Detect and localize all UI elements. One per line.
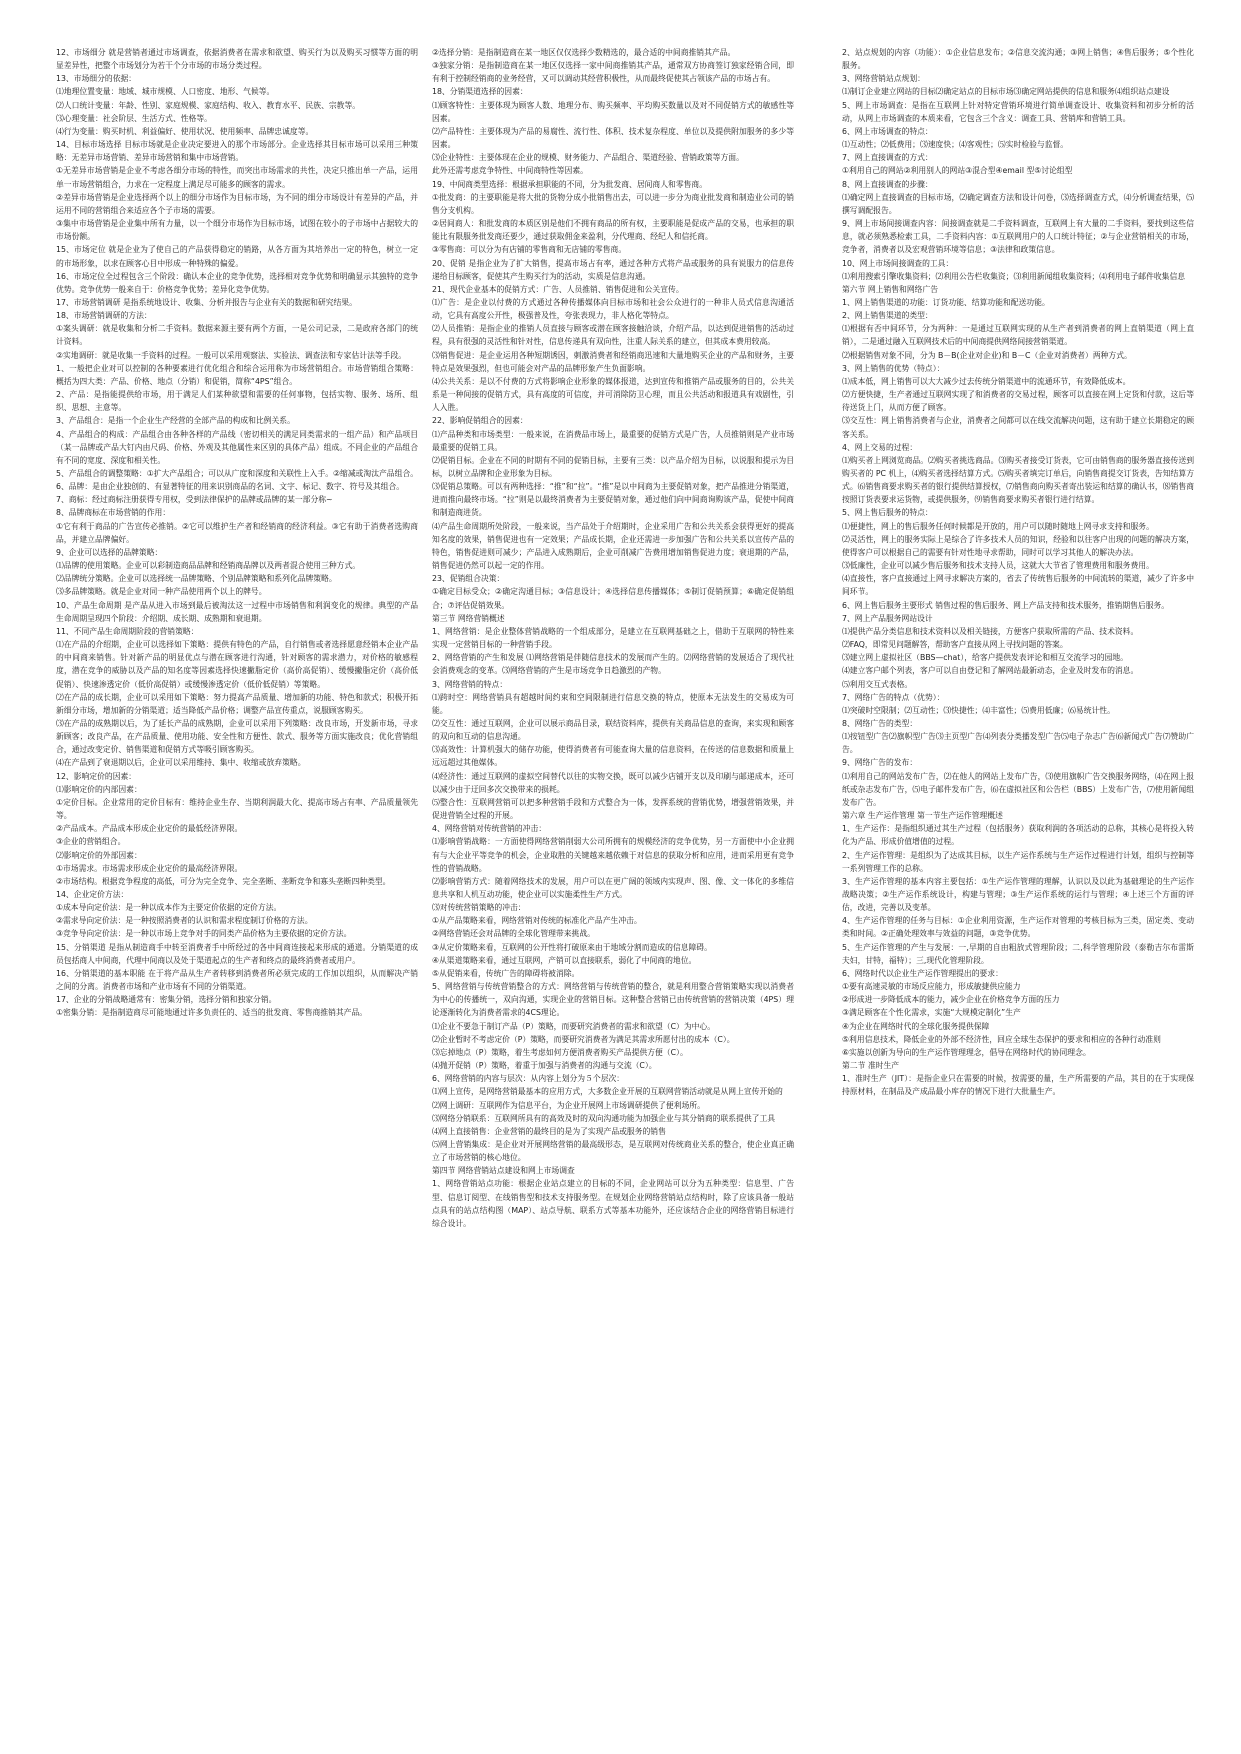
paragraph: 17、企业的分销战略通常有：密集分销，选择分销和独家分销。 bbox=[56, 995, 277, 1005]
paragraph: 12、市场细分 就是营销者通过市场调查，依据消费者在需求和欲望、购买行为以及购买习惯等方面的明显差异性，把整个市场划分为若干个分市场的市场分类过程。 bbox=[56, 48, 418, 71]
paragraph: ①案头调研：就是收集和分析二手资料。数据来源主要有两个方面，一是公司记录，二是政府各部门的统计资料。 bbox=[56, 324, 418, 347]
paragraph: ⑶网络分销联系：互联网所具有的高效及时的双向沟通功能为加强企业与其分销商的联系提供了工具 bbox=[432, 1113, 776, 1123]
paragraph: 5、网上市场调查：是指在互联网上针对特定营销环境进行简单调查设计、收集资料和初步分析的活动，从网上市场调查的本质来看，它包含三个含义：调查工具、营销库和营销工具。 bbox=[842, 100, 1194, 123]
paragraph: ①密集分销：是指制造商尽可能地通过许多负责任的、适当的批发商、零售商推销其产品。 bbox=[56, 1008, 368, 1018]
paragraph: ⑵FAQ，即常见问题解答，帮助客户直接从网上寻找问题的答案。 bbox=[842, 640, 1068, 650]
paragraph: 11、不同产品生命周期阶段的营销策略： bbox=[56, 626, 199, 636]
paragraph: 2、网络营销的产生和发展 ⑴网络营销是伴随信息技术的发展而产生的。⑵网络营销的发展适合了现代社会消费观念的变革。⑶网络营销的产生是市场竞争日趋激烈的产物。 bbox=[432, 653, 794, 676]
paragraph: 1、网络营销：是企业整体营销战略的一个组成部分，是建立在互联网基础之上，借助于互联网的特性来实现一定营销目标的一种营销手段。 bbox=[432, 626, 794, 650]
paragraph: ⑷直接性，客户直接通过上网寻求解决方案的，省去了传统售后服务的中间流转的渠道，减少了许多中间环节。 bbox=[842, 574, 1194, 597]
paragraph: 5、网络营销与传统营销整合的方式：网络营销与传统营销的整合，就是利用整合营销策略实现以消费者为中心的传播统一，双向沟通，实现企业的营销目标。这种整合营销已由传统营销的营销决策（4PS）理论逐渐转化为消费者需求的4CS理论。 bbox=[432, 982, 794, 1018]
paragraph: 22、影响促销组合的因素： bbox=[432, 416, 528, 426]
paragraph: ⑤从促销来看，传统广告的障碍将被消除。 bbox=[432, 968, 580, 978]
paragraph: 2、网上销售渠道的类型： bbox=[842, 311, 933, 321]
paragraph: ⑴顾客特性：主要体现为顾客人数、地理分布、购买频率、平均购买数量以及对不同促销方式的敏感性等因素。 bbox=[432, 100, 794, 123]
paragraph: ③企业的营销组合。 bbox=[56, 837, 126, 847]
paragraph: ⑴地理位置变量：地域、城市规模、人口密度、地形、气候等。 bbox=[56, 87, 275, 97]
paragraph: ⑤利用信息技术，降低企业的外部不经济性，回应全球生态保护的要求和相应的各种行动准则 bbox=[842, 1034, 1161, 1044]
paragraph: ⑷经济性：通过互联网的虚拟空间替代以往的实物交换，既可以减少店铺开支以及印刷与邮递成本，还可以减少由于迂回多次交换带来的损耗。 bbox=[432, 771, 794, 794]
paragraph: 1、准时生产（JIT）：是指企业只在需要的时候，按需要的量，生产所需要的产品，其目的在于实现保持原材料，在制品及产成品最小库存的情况下进行大批量生产。 bbox=[842, 1074, 1194, 1097]
paragraph: ⑴成本低，网上销售可以大大减少过去传统分销渠道中的流通环节，有效降低成本。 bbox=[842, 376, 1131, 386]
paragraph: 16、市场定位全过程包含三个阶段：确认本企业的竞争优势，选择相对竞争优势和明确显示其独特的竞争优势。竞争优势一般来自于：价格竞争优势；差异化竞争优势。 bbox=[56, 271, 418, 294]
text-column-left bbox=[56, 46, 418, 1020]
paragraph: ②网络营销还会对品牌的全球化管理带来挑战。 bbox=[432, 929, 595, 939]
paragraph: ⑵方便快捷，生产者通过互联网实现了和消费者的交易过程，顾客可以直接在网上定货和付款，这后等待送货上门，从而方便了顾客。 bbox=[842, 390, 1194, 413]
paragraph: ⑶低廉性，企业可以减少售后服务和技术支持人员，这就大大节省了管理费用和服务费用。 bbox=[842, 561, 1154, 571]
paragraph: ⑴影响定价的内部因素： bbox=[56, 784, 142, 794]
paragraph: 9、企业可以选择的品牌策略： bbox=[56, 547, 163, 557]
paragraph: ⑴提供产品分类信息和技术资料以及相关链接，方便客户获取所需的产品、技术资料。 bbox=[842, 626, 1139, 636]
paragraph: 6、网上售后服务主要形式 销售过程的售后服务、网上产品支持和技术服务，推销期售后服务。 bbox=[842, 600, 1170, 610]
paragraph: ⑶交互性：网上销售消费者与企业，消费者之间都可以在线交流解决问题，这有助于建立长期稳定的顾客关系。 bbox=[842, 416, 1194, 439]
paragraph: 7、网上产品服务网站设计 bbox=[842, 613, 933, 623]
paragraph: ⑴便捷性，网上的售后服务任何时候都是开放的，用户可以随时随地上网寻求支持和服务。 bbox=[842, 521, 1154, 531]
paragraph: 10、网上市场间接调查的工具： bbox=[842, 258, 954, 268]
paragraph: ④从渠道策略来看，通过互联网，产销可以直接联系，弱化了中间商的地位。 bbox=[432, 955, 697, 965]
paragraph: ①成本导向定价法：是一种以成本作为主要定价依据的定价方法。 bbox=[56, 903, 282, 913]
paragraph: ⑶多品牌策略。就是企业对同一种产品使用两个以上的牌号。 bbox=[56, 587, 267, 597]
paragraph: ⑷建立客户邮个列表，客户可以自由登记和了解网站最新动态，企业及时发布的消息。 bbox=[842, 666, 1139, 676]
paragraph: ①批发商：的主要职能是将大批的货物分成小批销售出去，可以进一步分为商业批发商和制造业公司的销售分支机构。 bbox=[432, 192, 794, 215]
paragraph: ③集中市场营销是企业集中所有力量，以一个细分市场作为目标市场，试图在较小的子市场中占据较大的市场份额。 bbox=[56, 219, 418, 242]
paragraph: ⑷网上直接销售：企业营销的最终目的是为了实现产品或服务的销售 bbox=[432, 1126, 666, 1136]
paragraph: ⑶企业特性：主要体现在企业的规模、财务能力、产品组合、渠道经验、营销政策等方面。 bbox=[432, 153, 744, 163]
paragraph: ③满足顾客在个性化需求，实施“大规模定制化”生产 bbox=[842, 1008, 1021, 1018]
paragraph: 14、目标市场选择 目标市场就是企业决定要进入的那个市场部分。企业选择其目标市场可以采用三种策略：无差异市场营销、差异市场营销和集中市场营销。 bbox=[56, 140, 418, 163]
paragraph: 5、产品组合的调整策略：①扩大产品组合；可以从广度和深度和关联性上入手。②缩减或淘汰产品组合。 bbox=[56, 469, 418, 478]
paragraph: 第三节 网络营销概述 bbox=[432, 613, 505, 623]
paragraph: 3、网络营销站点规划： bbox=[842, 74, 925, 84]
paragraph: 23、促销组合决策： bbox=[432, 574, 505, 584]
paragraph: ⑵品牌统分策略。企业可以选择统一品牌策略、个别品牌策略和系列化品牌策略。 bbox=[56, 574, 337, 584]
paragraph: 2、生产运作管理：是组织为了达成其目标，以生产运作系统与生产运作过程进行计划，组织与控制等一系列管理工作的总称。 bbox=[842, 850, 1194, 873]
paragraph: ④为企业在网络时代的全球化服务提供保障 bbox=[842, 1021, 990, 1031]
paragraph: ⑷产品生命周期所处阶段，一般来说，当产品处于介绍期时，企业采用广告和公共关系会获得更好的提高知名度的效果，销售促进也有一定效果；产品成长期，企业还需进一步加强广告和公共关系以宣传产品的特色，销售促进则可减少；产品进入成熟期后，企业可削减广告费用增加销售促进力度；衰退期的产品，销售促进仍然可以起一定的作用。 bbox=[432, 521, 794, 571]
paragraph: ⑴企业不要急于制订产品（P）策略，而要研究消费者的需求和欲望（C）为中心。 bbox=[432, 1021, 716, 1031]
paragraph: ⑥实施以创新为导向的生产运作管理理念，倡导在网络时代的协同理念。 bbox=[842, 1047, 1091, 1057]
paragraph: ①定价目标。企业常用的定价目标有：维持企业生存、当期利润最大化、提高市场占有率、产品质量领先等。 bbox=[56, 797, 418, 821]
paragraph: ⑴利用搜索引擎收集资料；⑵利用公告栏收集资；⑶利用新闻组收集资料；⑷利用电子邮件收集信息 bbox=[842, 271, 1186, 281]
paragraph: 9、网络广告的发布： bbox=[842, 758, 918, 768]
paragraph: 第六节 网上销售和网络广告 bbox=[842, 284, 939, 294]
paragraph: ⑷抛开促销（P）策略，着重于加强与消费者的沟通与交流（C）。 bbox=[432, 1061, 657, 1071]
paragraph: 7、商标：经过商标注册获得专用权，受到法律保护的品牌或品牌的某一部分称~ bbox=[56, 495, 333, 505]
paragraph: ②产品成本。产品成本形成企业定价的最低经济界限。 bbox=[56, 824, 243, 834]
paragraph: ⑵人员推销：是指企业的推销人员直接与顾客或潜在顾客接触洽谈，介绍产品，以达到促进销售的活动过程，具有很强的灵活性和针对性，信息传递具有双向性，注重人际关系的建立，但其成本费用较高。 bbox=[432, 324, 794, 347]
paragraph: ⑸网上营销集成：是企业对开展网络营销的最高级形态，是互联网对传统商业关系的整合，使企业真正确立了市场营销的核心地位。 bbox=[432, 1139, 794, 1163]
paragraph: 1、生产运作：是指组织通过其生产过程（包括服务）获取利润的各项活动的总称，其核心是将投入转化为产品、形成价值增值的过程。 bbox=[842, 824, 1194, 847]
paragraph: ⑷公共关系：是以不付费的方式将影响企业形象的媒体报道，达到宣传和推销产品或服务的目的，公共关系是一种间接的促销方式，具有高度的可信度，并可消除防卫心理，而且公共活动和报道具有戏剧性，引人入胜。 bbox=[432, 376, 794, 413]
paragraph: ③独家分销：是指制造商在某一地区仅选择一家中间商推销其产品，通常双方协商签订独家经销合同，即有利于控制经销商的业务经营，又可以调动其经营积极性，从而最终促使其占领该产品的市场占有。 bbox=[432, 61, 794, 84]
paragraph: 8、网络广告的类型： bbox=[842, 718, 918, 728]
paragraph: 4、网上交易的过程： bbox=[842, 442, 918, 452]
paragraph: ⑵网上调研：互联网作为信息平台，为企业开展网上市场调研提供了便利场所。 bbox=[432, 1100, 705, 1110]
paragraph: ⑴确定网上直接调查的目标市场，⑵确定调查方法和设计问卷，⑶选择调查方式，⑷分析调查结果，⑸撰写调配报告。 bbox=[842, 192, 1194, 215]
paragraph: 18、市场营销调研的方法： bbox=[56, 311, 152, 321]
paragraph: ⑵灵活性，网上的服务实际上是综合了许多技术人员的知识，经验和以往客户出现的问题的解决方案，使得客户可以根据自己的需要有针对性地寻求帮助，同时可以学习其他人的解决办法。 bbox=[842, 534, 1194, 557]
paragraph: 3、产品组合：是指一个企业生产经营的全部产品的构成和比例关系。 bbox=[56, 416, 295, 426]
paragraph: ⑴在产品的介绍期，企业可以选择如下策略：提供有特色的产品，自行销售或者选择愿意经销本企业产品的中间商来销售。针对新产品的明显优点与潜在顾客进行沟通，针对顾客的需求潜力，对价格的敏感程度，潜在竞争的威胁以及产品的知名度等因素选择快速撇脂定价（高价高促销）、缓慢撇脂定价（高价低促销）、快速渗透定价（低价高促销）或缓慢渗透定价（低价低促销）等策略。 bbox=[56, 640, 418, 689]
paragraph: 8、品牌商标在市场营销的作用： bbox=[56, 508, 171, 518]
paragraph: 8、网上直接调查的步骤： bbox=[842, 179, 933, 189]
paragraph: ⑶心理变量：社会阶层、生活方式、性格等。 bbox=[56, 113, 212, 123]
paragraph: ⑴跨时空：网络营销具有超越时间约束和空间限制进行信息交换的特点，使原本无法发生的交易成为可能。 bbox=[432, 692, 794, 715]
paragraph: 5、网上售后服务的特点： bbox=[842, 508, 933, 518]
paragraph: 17、市场营销调研 是指系统地设计、收集、分析并报告与企业有关的数据和研究结果。 bbox=[56, 297, 357, 307]
paragraph: 第二节 准时生产 bbox=[842, 1061, 900, 1071]
paragraph: ⑶促销总策略。可以有两种选择：“推”和“拉”。“推”是以中间商为主要促销对象，把产品推进分销渠道，进而推向最终市场。“拉”则是以最终消费者为主要促销对象，通过他们向中间商询购该产品，促使中间商和制造商进货。 bbox=[432, 482, 794, 518]
paragraph: 5、生产运作管理的产生与发展：一,早期的自由粗放式管理阶段；二,科学管理阶段（泰勒吉尔布雷斯夫妇，甘特，福特）；三,现代化管理阶段。 bbox=[842, 942, 1194, 965]
paragraph: ②实地调研：就是收集一手资料的过程。一般可以采用观察法、实验法、调查法和专家估计法等手段。 bbox=[56, 350, 407, 360]
paragraph: ②需求导向定价法：是一种按照消费者的认识和需求程度制订价格的方法。 bbox=[56, 916, 313, 926]
paragraph: ⑴互动性；⑵低费用；⑶速度快；⑷客观性；⑸实时检验与监督。 bbox=[842, 140, 1069, 150]
paragraph: 4、生产运作管理的任务与目标：①企业利用资源，生产运作对管理的考核目标为三类，固定类、变动类和时间。②正确处理效率与效益的问题，③竞争优势。 bbox=[842, 916, 1194, 939]
paragraph: 6、网上市场调查的特点： bbox=[842, 126, 933, 136]
paragraph: 18、分销渠道选择的因素： bbox=[432, 87, 528, 97]
paragraph: ⑴网上宣传，是网络营销最基本的应用方式，大多数企业开展的互联网营销活动就是从网上宣传开始的 bbox=[432, 1087, 783, 1097]
paragraph: ⑵在产品的成长期，企业可以采用如下策略：努力提高产品质量、增加新的功能、特色和款式；积极开拓新细分市场，增加新的分销渠道；适当降低产品价格；调整产品宣传重点，说服顾客购买。 bbox=[56, 692, 418, 715]
paragraph: ⑴购买者上网浏览商品。⑵购买者挑选商品。⑶购买者接受订货表，它可由销售商的服务器直接传送到购买者的 PC 机上，⑷购买者选择结算方式。⑸购买者填完订单后，向销售商提交订货表，告知结算方式。⑹销售商要求购买者的银行提供结算授权，⑺销售商向购买者寄出装运和结算的确认书，⑻销售商按照订货表要求运货物，或提供服务，⑼销售商要求购买者银行进行结算。 bbox=[842, 455, 1194, 505]
paragraph: 6、网络营销的内容与层次：从内容上划分为５个层次： bbox=[432, 1074, 625, 1084]
paragraph: ⑴利用自己的网站发布广告，⑵在他人的网站上发布广告，⑶使用旗帜广告交换服务网络，⑷在网上报纸或杂志发布广告，⑸电子邮件发布广告，⑹在虚拟社区和公告栏（BBS）上发布广告，⑺使用新闻组发布广告。 bbox=[842, 771, 1194, 807]
paragraph: 13、市场细分的依据： bbox=[56, 74, 137, 84]
paragraph: 10、产品生命周期 是产品从进入市场到最后被淘汰这一过程中市场销售和利润变化的规律。典型的产品生命周期呈现四个阶段：介绍期、成长期、成熟期和衰退期。 bbox=[56, 600, 418, 623]
paragraph: ⑴影响营销战略：一方面使得网络营销削弱大公司所拥有的规模经济的竞争优势，另一方面使中小企业拥有与大企业平等竞争的机会，企业取胜的关键越来越依赖于对信息的获取分析和应用，进而采用更有竞争性的营销战略。 bbox=[432, 837, 794, 873]
text-column-middle bbox=[432, 46, 794, 1230]
paragraph: 第四节 网络营销站点建设和网上市场调查 bbox=[432, 1166, 575, 1176]
paragraph: 6、品牌：是由企业独创的、有显著特征的用来识别商品的名词、文字、标记、数字、符号及其组合。 bbox=[56, 482, 405, 492]
paragraph: ⑷在产品到了衰退期以后，企业可以采用维持、集中、收缩或放弃策略。 bbox=[56, 758, 306, 768]
paragraph: 第六章 生产运作管理 第一节生产运作管理概述 bbox=[842, 811, 1003, 821]
paragraph: ⑴品牌的使用策略。企业可以彩制造商品品牌和经销商品牌以及两者混合使用三种方式。 bbox=[56, 561, 361, 571]
paragraph: 14、企业定价方法： bbox=[56, 890, 129, 899]
paragraph: ③竞争导向定价法：是一种以市场上竞争对手的同类产品价格为主要依据的定价方法。 bbox=[56, 929, 352, 939]
paragraph: 12、影响定价的因素： bbox=[56, 771, 137, 781]
paragraph: ⑵影响定价的外部因素： bbox=[56, 850, 142, 860]
paragraph: ⑷行为变量：购买时机、利益偏好、使用状况、使用频率、品牌忠诚度等。 bbox=[56, 126, 314, 136]
paragraph: 15、市场定位 就是企业为了使自己的产品获得稳定的销路，从各方面为其培养出一定的特色，树立一定的市场形象，以求在顾客心目中形成一种特殊的偏爱。 bbox=[56, 245, 418, 268]
paragraph: 7、网上直接调查的方式： bbox=[842, 153, 933, 163]
paragraph: ⑵产品特性：主要体现为产品的易腐性、流行性、体积、技术复杂程度、单位以及提供附加服务的多少等因素。 bbox=[432, 126, 794, 150]
paragraph: 2、产品：是指能提供给市场，用于满足人们某种欲望和需要的任何事物，包括实物、服务、场所、组织、思想、主意等。 bbox=[56, 390, 418, 413]
text-column-right bbox=[842, 46, 1194, 1099]
paragraph: 21、现代企业基本的促销方式：广告、人员推销、销售促进和公关宣传。 bbox=[432, 284, 684, 294]
paragraph: ①它有利于商品的广告宣传必推销。②它可以维护生产者和经销商的经济利益。③它有助于消费者选购商品，并建立品牌偏好。 bbox=[56, 521, 418, 544]
paragraph: ①利用自己的网站②利用别人的网站③混合型④email 型⑤讨论组型 bbox=[842, 166, 1073, 176]
paragraph: 19、中间商类型选择：根据承担职能的不同，分为批发商、居间商人和零售商。 bbox=[432, 179, 708, 189]
paragraph: ⑵企业暂时不考虑定价（P）策略，而要研究消费者为满足其需求所愿付出的成本（C）。 bbox=[432, 1034, 735, 1044]
paragraph: 3、网上销售的优势（特点）： bbox=[842, 363, 945, 373]
paragraph: ⑵人口统计变量：年龄、性别、家庭规模、家庭结构、收入、教育水平、民族、宗教等。 bbox=[56, 100, 361, 110]
paragraph: 1、一般把企业对可以控制的各种要素进行优化组合和综合运用称为市场营销组合。市场营销组合策略：概括为四大类：产品、价格、地点（分销）和促销，简称“4PS”组合。 bbox=[56, 363, 418, 386]
paragraph: 20、促销 是指企业为了扩大销售，提高市场占有率，通过各种方式将产品或服务的具有说服力的信息传递给目标顾客，促使其产生购买行为的活动，实质是信息沟通。 bbox=[432, 258, 794, 281]
paragraph: ①从产品策略来看，网络营销对传统的标准化产品产生冲击。 bbox=[432, 916, 642, 926]
paragraph: ③从定价策略来看，互联网的公开性将打破原来由于地域分割而造成的信息障碍。 bbox=[432, 942, 712, 952]
paragraph: ⑶销售促进：是企业运用各种短期诱因，刺激消费者和经销商迅速和大量地购买企业的产品和财务，主要特点是效果强烈，但也可能会对产品的品牌形象产生负面影响。 bbox=[432, 350, 794, 373]
paragraph: 3、网络营销的特点： bbox=[432, 679, 508, 689]
paragraph: ⑸整合性：互联网营销可以把多种营销手段和方式整合为一体，发挥系统的营销优势，增强营销效果，并促进营销全过程的开展。 bbox=[432, 797, 794, 821]
paragraph: ②形成进一步降低成本的能力，减少企业在价格竞争方面的压力 bbox=[842, 995, 1060, 1005]
paragraph: ⑵根据销售对象不同，分为 B－B(企业对企业)和 B－C（企业对消费者）两种方式。 bbox=[842, 350, 1132, 360]
paragraph: ⑴根据有否中间环节，分为两种：一是通过互联网实现的从生产者到消费者的网上直销渠道（网上直销），二是通过融入互联网技术后的中间商提供网络间接营销渠道。 bbox=[842, 324, 1194, 347]
paragraph: ②居间商人：和批发商的本质区别是他们不拥有商品的所有权，主要职能是促成产品的交易，也承担的职能比有限服务批发商还要少，通过获取佣金来盈利，分代理商、经纪人和信托商。 bbox=[432, 219, 794, 242]
paragraph: ⑵交互性：通过互联网，企业可以展示商品目录，联结资料库，提供有关商品信息的查询，来实现和顾客的双向和互动的信息沟通。 bbox=[432, 718, 794, 742]
paragraph: 16、分销渠道的基本职能 在于将产品从生产者转移到消费者所必须完成的工作加以组织，从而解决产销之间的分离。消费者市场和产业市场有不同的分销渠道。 bbox=[56, 968, 418, 992]
paragraph: ⑵影响营销方式：随着网络技术的发展，用户可以在更广阔的领域内实现声、图、像、文一体化的多维信息共享和人机互动功能，使企业可以实施柔性生产方式。 bbox=[432, 876, 794, 899]
paragraph: 2、站点规划的内容（功能）：①企业信息发布；②信息交流沟通；③网上销售；④售后服务；⑤个性化服务。 bbox=[842, 48, 1194, 71]
paragraph: 3、生产运作管理的基本内容主要包括：①生产运作管理的理解，认识以及以此为基础理论的生产运作战略决策；②生产运作系统设计，构建与管理；③生产运作系统的运行与管理；④上述三个方面的评估，改进，完善以及变革。 bbox=[842, 876, 1194, 913]
paragraph: ①要有高速灵敏的市场反应能力，形成敏捷供应能力 bbox=[842, 982, 1021, 992]
paragraph: ⑶高效性：计算机强大的储存功能，使得消费者有可能查询大量的信息资料，在传送的信息数据和质量上远远超过其他媒体。 bbox=[432, 745, 794, 768]
paragraph: ①市场需求。市场需求形成企业定价的最高经济界限。 bbox=[56, 863, 243, 873]
paragraph: ⑴产品种类和市场类型：一般来说，在消费品市场上，最重要的促销方式是广告，人员推销则是产业市场最重要的促销工具。 bbox=[432, 429, 794, 452]
paragraph: ⑴按钮型广告⑵旗帜型广告⑶主页型广告⑷列表分类播发型广告⑸电子杂志广告⑹新闻式广告⑺赞助广告。 bbox=[842, 732, 1194, 755]
paragraph: ⑶对传统营销策略的冲击： bbox=[432, 903, 526, 913]
paragraph: ③零售商：可以分为有店铺的零售商和无店铺的零售商。 bbox=[432, 245, 627, 255]
paragraph: ⑶在产品的成熟期以后，为了延长产品的成熟期，企业可以采用下列策略：改良市场，开发新市场，寻求新顾客；改良产品，在产品质量、使用功能、安全性和方便性、款式、服务等方面实施改良；优化营销组合，通过改变定价、销售渠道和促销方式等吸引顾客购买。 bbox=[56, 718, 418, 755]
paragraph: ②选择分销：是指制造商在某一地区仅仅选择少数精选的，最合适的中间商推销其产品。 bbox=[432, 48, 736, 57]
paragraph: 9、网上市场间接调查内容：间接调查就是二手资料调查，互联网上有大量的二手资料，要找到这些信息，就必须熟悉检索工具，二手资料内容：①互联网用户的人口统计特征；②与企业营销相关的市场，竞争者，消费者以及宏观营销环境等信息；③法律和政策信息。 bbox=[842, 219, 1194, 255]
paragraph: 6、网络时代以企业生产运作管理提出的要求： bbox=[842, 968, 1003, 978]
paragraph: ⑵促销目标。企业在不同的时期有不同的促销目标，主要有三类：以产品介绍为目标，以说服和提示为目标，以树立品牌和企业形象为目标。 bbox=[432, 455, 794, 478]
paragraph: 1、网上销售渠道的功能：订货功能、结算功能和配送功能。 bbox=[842, 297, 1050, 307]
paragraph: ⑴广告：是企业以付费的方式通过各种传播媒体向目标市场和社会公众进行的一种非人员式信息沟通活动，它具有高度公开性，极强普及性，夸张表现力，非人格化等特点。 bbox=[432, 297, 794, 321]
paragraph: ⑴制订企业建立网站的目标⑵确定站点的目标市场⑶确定网站提供的信息和服务⑷组织站点建设 bbox=[842, 87, 1170, 97]
paragraph: ①确定目标受众；②确定沟通目标；③信息设计；④选择信息传播媒体；⑤制订促销预算；⑥确定促销组合；⑦评估促销效果。 bbox=[432, 587, 794, 610]
paragraph: ⑶忘掉地点（P）策略，着生考虑如何方便消费者购买产品提供方便（C）。 bbox=[432, 1047, 688, 1057]
paragraph: 4、网络营销对传统营销的冲击： bbox=[432, 824, 547, 834]
paragraph: 15、分销渠道 是指从制造商手中转至消费者手中所经过的各中间商连接起来形成的通道。分销渠道的成员包括商人中间商，代理中间商以及处于渠道起点的生产者和终点的最终消费者或用户。 bbox=[56, 942, 418, 965]
paragraph: 4、产品组合的构成：产品组合由各种各样的产品线（密切相关的满足同类需求的一组产品）和产品项目（某一品牌或产品大钉内由尺码、价格、外观及其他属性来区别的具体产品）组成。不同企业的产品组合有不同的宽度、深度和相关性。 bbox=[56, 429, 418, 465]
paragraph: ⑸利用交互式表格。 bbox=[842, 679, 913, 689]
paragraph: ⑴突破时空限制；⑵互动性；⑶快捷性；⑷丰富性；⑸费用低廉；⑹易统计性。 bbox=[842, 705, 1115, 715]
paragraph: ⑶建立网上虚拟社区（BBS—chat），给客户提供发表评论和相互交流学习的园地。 bbox=[842, 653, 1128, 663]
paragraph: ②差异市场营销是企业选择两个以上的细分市场作为目标市场，为不同的细分市场设计有差异的产品，并运用不同的营销组合来适应各个子市场的需要。 bbox=[56, 192, 418, 215]
paragraph: ①无差异市场营销是企业不考虑各细分市场的特性，而突出市场需求的共性，决定只推出单一产品，运用单一市场营销组合，力求在一定程度上满足尽可能多的顾客的需求。 bbox=[56, 166, 418, 189]
paragraph: 7、网络广告的特点（优势）： bbox=[842, 692, 945, 702]
paragraph: 1、网络营销站点功能：根据企业站点建立的目标的不同，企业网站可以分为五种类型：信息型、广告型、信息订阅型、在线销售型和技术支持服务型。在规划企业网络营销站点结构时，除了应该具备一般站点具有的站点结构图（MAP）、站点导航、联系方式等基本功能外，还应该结合企业的网络营销目标进行综合设计。 bbox=[432, 1179, 794, 1228]
paragraph: ②市场结构。根据竞争程度的高低，可分为完全竞争、完全垄断、垄断竞争和寡头垄断四种类型。 bbox=[56, 876, 391, 886]
paragraph: 此外还需考虑竞争特性、中间商特性等因素。 bbox=[432, 166, 588, 176]
